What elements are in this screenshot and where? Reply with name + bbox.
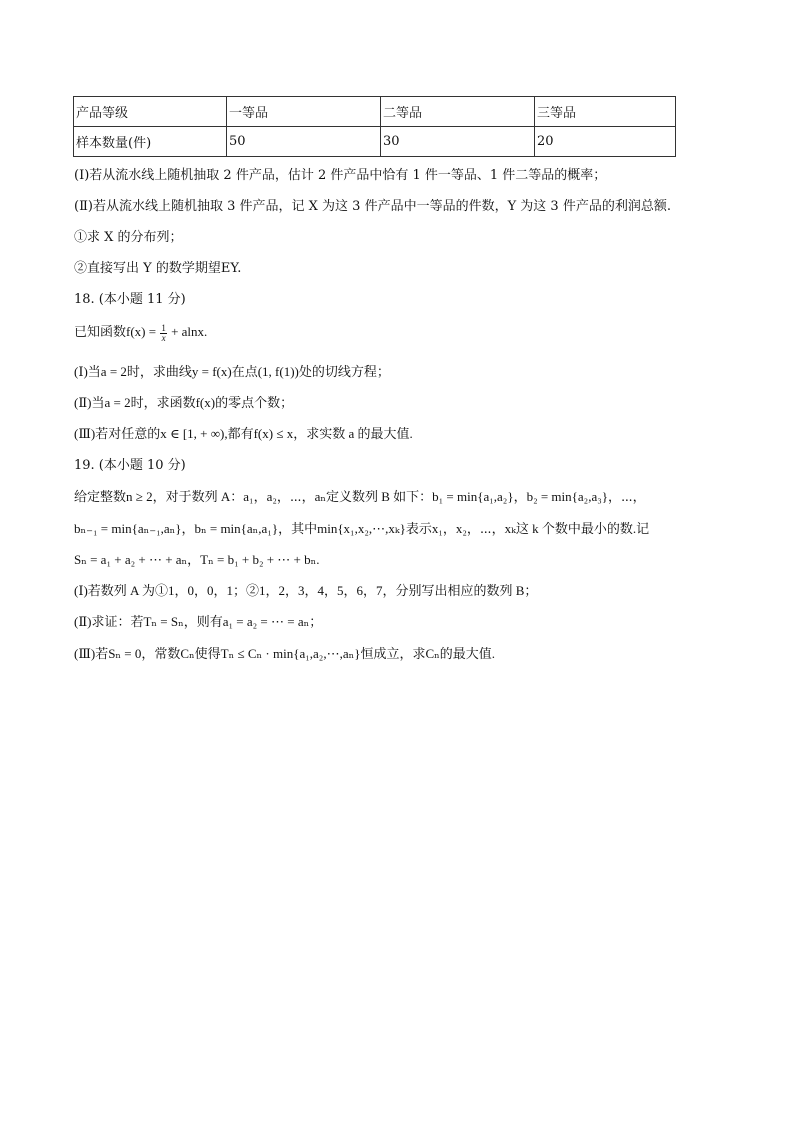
- product-grade-table: [73, 96, 676, 157]
- table-header-row: [74, 97, 676, 127]
- table-cell: 三等品: [535, 97, 676, 127]
- function-prefix: 已知函数f(x) =: [74, 324, 160, 339]
- question-17-sub-2: ②直接写出 Y 的数学期望EY.: [74, 261, 242, 276]
- question-18-part-2: (Ⅱ)当a = 2时，求函数f(x)的零点个数；: [74, 395, 294, 410]
- table-cell: 二等品: [381, 97, 535, 127]
- table-cell: 20: [535, 127, 676, 157]
- table-cell: 50: [227, 127, 381, 157]
- question-17-sub-1: ①求 X 的分布列；: [74, 230, 183, 245]
- question-19-heading: 19. (本小题 10 分): [74, 458, 186, 473]
- question-19-part-1: (Ⅰ)若数列 A 为①1，0，0，1；②1，2，3，4，5，6，7，分别写出相应的数列 B；: [74, 583, 538, 598]
- question-18-function: [74, 323, 207, 343]
- question-17-part-1: (Ⅰ)若从流水线上随机抽取 2 件产品，估计 2 件产品中恰有 1 件一等品、1 件二等品的概率；: [74, 168, 607, 183]
- question-17-part-2: (Ⅱ)若从流水线上随机抽取 3 件产品，记 X 为这 3 件产品中一等品的件数，Y 为这 3 件产品的利润总额.: [74, 199, 671, 214]
- table-cell: 30: [381, 127, 535, 157]
- question-19-stem-2: bₙ₋₁ = min{aₙ₋₁,aₙ}，bₙ = min{aₙ,a₁}，其中min{x₁,x₂,⋯,xₖ}表示x₁，x₂，⋯，xₖ这 k 个数中最小的数.记: [74, 521, 650, 536]
- question-18-heading: 18. (本小题 11 分): [74, 292, 186, 307]
- function-suffix: + alnx.: [167, 324, 208, 339]
- question-19-stem-1: 给定整数n ≥ 2，对于数列 A：a₁，a₂，⋯，aₙ定义数列 B 如下：b₁ = min{a₁,a₂}，b₂ = min{a₂,a₃}，⋯，: [74, 489, 646, 504]
- fraction-numerator: 1: [161, 322, 166, 333]
- table-cell: 样本数量(件): [74, 127, 227, 157]
- fraction: [160, 324, 167, 343]
- question-18-part-1: (Ⅰ)当a = 2时，求曲线y = f(x)在点(1, f(1))处的切线方程；: [74, 364, 390, 379]
- question-19-part-2: (Ⅱ)求证：若Tₙ = Sₙ，则有a₁ = a₂ = ⋯ = aₙ；: [74, 614, 323, 629]
- table-cell: 产品等级: [74, 97, 227, 127]
- question-18-part-3: (Ⅲ)若对任意的x ∈ [1, + ∞),都有f(x) ≤ x，求实数 a 的最大值.: [74, 426, 413, 441]
- question-19-stem-3: Sₙ = a₁ + a₂ + ⋯ + aₙ，Tₙ = b₁ + b₂ + ⋯ + bₙ.: [74, 552, 320, 567]
- table-cell: 一等品: [227, 97, 381, 127]
- table-row: [74, 127, 676, 157]
- question-19-part-3: (Ⅲ)若Sₙ = 0，常数Cₙ使得Tₙ ≤ Cₙ · min{a₁,a₂,⋯,aₙ}恒成立，求Cₙ的最大值.: [74, 646, 495, 661]
- fraction-denominator: x: [161, 332, 166, 343]
